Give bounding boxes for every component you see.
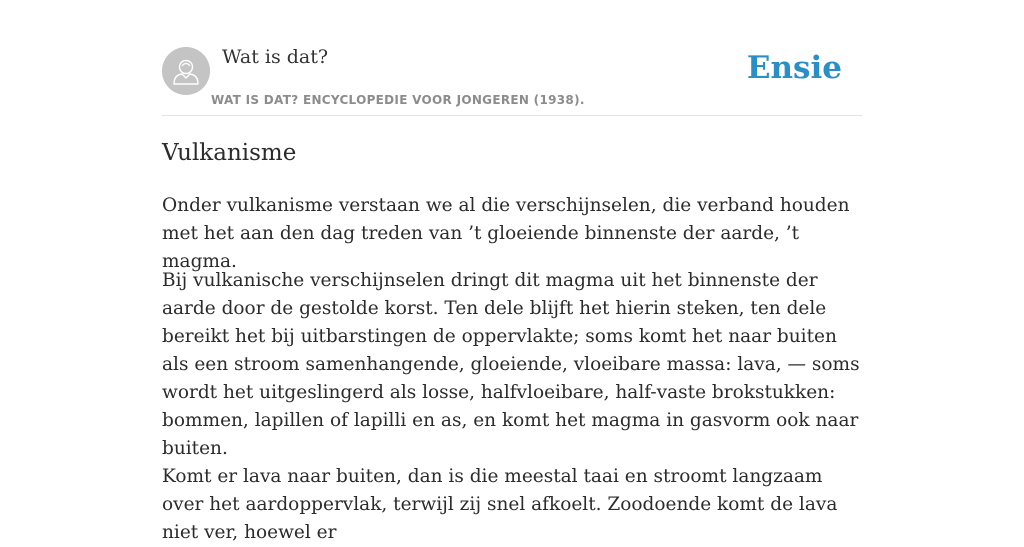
source-title[interactable]: Wat is dat? xyxy=(222,46,329,68)
page-content xyxy=(162,0,862,543)
user-avatar-icon[interactable] xyxy=(162,47,210,95)
article-paragraph-3: Komt er lava naar buiten, dan is die meestal taai en stroomt langzaam over het aardoppervlak, terwijl zij snel afkoelt. Zoodoende komt de lava niet ver, hoewel er xyxy=(162,466,838,543)
source-header xyxy=(162,0,862,116)
ensie-logo[interactable]: Ensie xyxy=(746,50,842,86)
article-title: Vulkanisme xyxy=(162,140,297,166)
source-subtitle[interactable]: WAT IS DAT? ENCYCLOPEDIE VOOR JONGEREN (1938). xyxy=(211,93,585,107)
article-paragraph-2: Bij vulkanische verschijnselen dringt dit magma uit het binnenste der aarde door de gestolde korst. Ten dele blijft het hierin steken, ten dele bereikt het bij uitbarstingen de oppervlakte; soms komt het naar buiten als een stroom samenhangende, gloeiende, vloeibare massa: lava, — soms wordt het uitgeslingerd als losse, halfvloeibare, half-vaste brokstukken: bommen, lapillen of lapilli en as, en komt het magma in gasvorm ook naar buiten. xyxy=(162,270,860,459)
article-paragraph-1: Onder vulkanisme verstaan we al die verschijnselen, die verband houden met het aan den dag treden van ’t gloeiende binnenste der aarde, ’t magma. xyxy=(162,195,850,272)
